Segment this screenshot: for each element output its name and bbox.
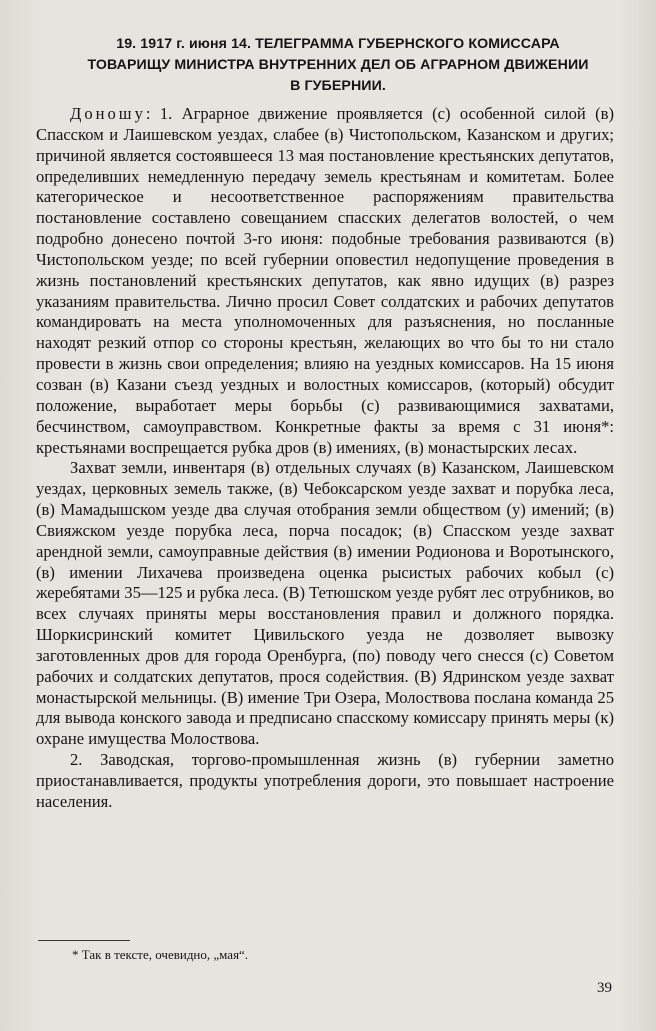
footnote-divider: [38, 940, 130, 941]
paragraph-1-text: : 1. Аграрное движение проявляется (с) особенной силой (в) Спасском и Лаишевском уездах, слабее (в) Чистопольском, Казанском и других; причиной является состоявшееся 13 мая постановление крестьянских депутатов, определивших немедленную передачу земель крестьянам и комитетам. Более категорическое и несоответственное распоряжениям правительства постановление составлено совещанием спасских делегатов волостей, о чем подробно донесено почтой 3-го июня: подобные требования развиваются (в) Чистопольском уезде; по всей губернии оповестил недопущение проведения в жизнь постановлений крестьянских депутатов, как явно идущих (в) разрез указаниям правительства. Лично просил Совет солдатских и рабочих депутатов командировать на места уполномоченных для разъяснения, но посланные находят резкий отпор со стороны крестьян, желающих во что бы то ни стало провести в жизнь свои определения; влияю на уездных комиссаров. На 15 июня созван (в) Казани съезд уездных и волостных комиссаров, (который) обсудит положение, выработает меры борьбы (с) развивающимися захватами, бесчинством, самоуправством. Конкретные факты за время с 31 июня*: крестьянами воспрещается рубка дров (в) имениях, (в) монастырских лесах.: [36, 104, 614, 457]
paragraph-3: 2. Заводская, торгово-промышленная жизнь (в) губернии заметно приостанавливается, продукты употребления дороги, это повышает настроение населения.: [36, 750, 614, 811]
paragraph-1: [36, 104, 614, 458]
page-number: 39: [597, 980, 612, 996]
heading-line-3: В ГУБЕРНИИ.: [290, 78, 386, 94]
paragraph-1-lead: Доношу: [70, 104, 146, 123]
document-body: [36, 104, 614, 813]
paragraph-2: Захват земли, инвентаря (в) отдельных случаях (в) Казанском, Лаишевском уездах, церковных земель также, (в) Чебоксарском уезде захват и порубка леса, (в) Мамадышском уезде два случая отобрания земли обществом (у) имений; (в) Свияжском уезде порубка леса, порча посадок; (в) Спасском уезде захват арендной земли, самоуправные действия (в) имении Родионова и Воротынского, (в) имении Лихачева произведена оценка рысистых рабочих кобыл (с) жеребятами 35—125 и рубка леса. (В) Тетюшском уезде рубят лес отрубников, во всех случаях приняты меры восстановления правил и должного порядка. Шоркисринский комитет Цивильского уезда не дозволяет вывозку заготовленных дров для города Оренбурга, (по) поводу чего снесся (с) Советом рабочих и солдатских депутатов, прося содействия. (В) Ядринском уезде захват монастырской мельницы. (В) имение Три Озера, Молоствова послана команда 25 для вывода конского завода и предписано спасскому комиссару принять меры (к) охране имущества Молоствова.: [36, 458, 614, 749]
footnote: * Так в тексте, очевидно, „мая“.: [72, 947, 249, 962]
document-heading: [48, 34, 628, 97]
heading-line-2: ТОВАРИЩУ МИНИСТРА ВНУТРЕННИХ ДЕЛ ОБ АГРАРНОМ ДВИЖЕНИИ: [87, 57, 589, 73]
heading-line-1: 19. 1917 г. июня 14. ТЕЛЕГРАММА ГУБЕРНСКОГО КОМИССАРА: [116, 36, 560, 52]
